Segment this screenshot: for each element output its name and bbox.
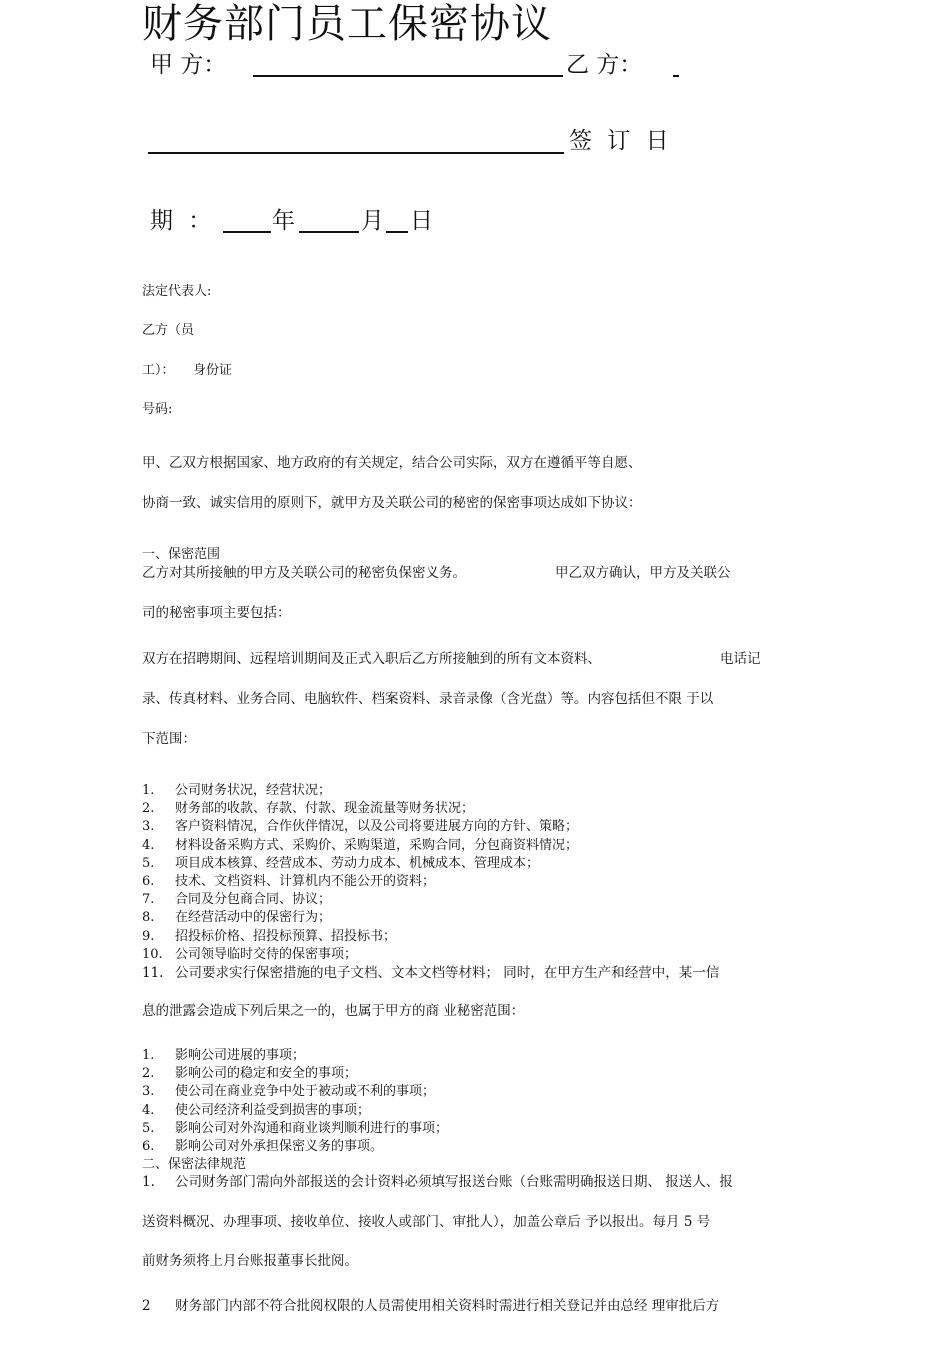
month-blank[interactable] — [299, 231, 359, 233]
id-number-label: 号码: — [142, 402, 173, 417]
list-item: 6. 技术、文档资料、计算机内不能公开的资料； — [142, 874, 436, 890]
section-2-heading: 二、保密法律规范 — [142, 1157, 247, 1172]
party-b-blank-cont[interactable] — [148, 152, 564, 154]
list-item: 3. 使公司在商业竞争中处于被动或不利的事项； — [142, 1084, 436, 1100]
list-item: 5. 项目成本核算、经营成本、劳动力成本、机械成本、管理成本； — [142, 855, 540, 871]
month-label: 月 — [361, 208, 384, 234]
section-1-para-1b: 甲乙双方确认，甲方及关联公 — [555, 565, 731, 581]
list-item: 5. 影响公司对外沟通和商业谈判顺利进行的事项； — [142, 1120, 449, 1136]
day-blank[interactable] — [386, 231, 408, 233]
year-blank[interactable] — [223, 231, 271, 233]
section-1-para-1c: 司的秘密事项主要包括： — [142, 605, 291, 621]
section-2-item-1-cont2: 前财务须将上月台账报董事长批阅。 — [142, 1253, 358, 1269]
sign-date-label: 签 订 日 — [569, 128, 673, 154]
section-1-para-2b: 电话记 — [720, 651, 761, 667]
list-item: 2. 影响公司的稳定和安全的事项； — [142, 1066, 358, 1082]
list-item: 3. 客户资料情况，合作伙伴情况，以及公司将要进展方向的方针、策略； — [142, 819, 579, 835]
list-item-11-cont: 息的泄露会造成下列后果之一的，也属于甲方的商 业秘密范围： — [142, 1003, 525, 1019]
section-2-item-1: 1. 公司财务部门需向外部报送的会计资料必须填写报送台账（台账需明确报送日期、 报送人、报 — [142, 1174, 733, 1190]
party-b-label: 乙 方： — [566, 52, 643, 78]
list-item: 9. 招投标价格、招投标预算、招投标书； — [142, 928, 397, 944]
party-a-label: 甲 方： — [150, 52, 227, 78]
list-item: 1. 公司财务状况，经营状况； — [142, 783, 332, 798]
intro-line-2: 协商一致、诚实信用的原则下，就甲方及关联公司的秘密的保密事项达成如下协议： — [142, 495, 642, 511]
section-1-para-2c: 录、传真材料、业务合同、电脑软件、档案资料、录音录像（含光盘）等。内容包括但不限 于以 — [142, 691, 714, 707]
intro-line-1: 甲、乙双方根据国家、地方政府的有关规定，结合公司实际，双方在遵循平等自愿、 — [142, 455, 642, 471]
section-1-para-1a: 乙方对其所接触的甲方及关联公司的秘密负保密义务。 — [142, 565, 466, 581]
day-label: 日 — [410, 208, 433, 234]
section-1-heading: 一、保密范围 — [142, 547, 221, 562]
legal-rep-label: 法定代表人: — [142, 284, 212, 299]
section-2-item-1-cont: 送资料概况、办理事项、接收单位、接收人或部门、审批人），加盖公章后 予以报出。每月 5 号 — [142, 1214, 711, 1230]
list-item: 10. 公司领导临时交待的保密事项； — [142, 946, 358, 962]
list-item: 6. 影响公司对外承担保密义务的事项。 — [142, 1139, 384, 1155]
list-item: 2. 财务部的收款、存款、付款、现金流量等财务状况； — [142, 801, 475, 817]
party-b-employee-label-cont: 工）： — [142, 363, 175, 378]
consequences-list — [142, 1047, 448, 1156]
section-1-para-2d: 下范围： — [142, 731, 196, 747]
list-item: 8. 在经营活动中的保密行为； — [142, 910, 332, 926]
list-item: 7. 合同及分包商合同、协议； — [142, 892, 332, 908]
list-item: 4. 材料设备采购方式、采购价、采购渠道，采购合同，分包商资料情况； — [142, 837, 579, 853]
list-item: 4. 使公司经济利益受到损害的事项； — [142, 1102, 371, 1118]
document-title: 财务部门员工保密协议 — [142, 1, 552, 47]
id-card-label: 身份证 — [193, 363, 233, 378]
party-b-employee-label: 乙方（员 — [142, 323, 195, 338]
list-item: 1. 影响公司进展的事项； — [142, 1048, 306, 1063]
year-label: 年 — [272, 208, 295, 234]
section-1-para-2a: 双方在招聘期间、远程培训期间及正式入职后乙方所接触到的所有文本资料、 — [142, 651, 601, 667]
party-b-blank[interactable] — [673, 75, 679, 77]
sign-date-label-cont: 期 ： — [150, 208, 216, 234]
party-a-blank[interactable] — [253, 75, 563, 77]
confidential-items-list — [142, 782, 578, 964]
list-item-11: 11. 公司要求实行保密措施的电子文档、文本文档等材料； 同时，在甲方生产和经营中，某一信 — [142, 965, 720, 981]
section-2-item-2: 2 财务部门内部不符合批阅权限的人员需使用相关资料时需进行相关登记并由总经 理审批后方 — [142, 1298, 720, 1314]
